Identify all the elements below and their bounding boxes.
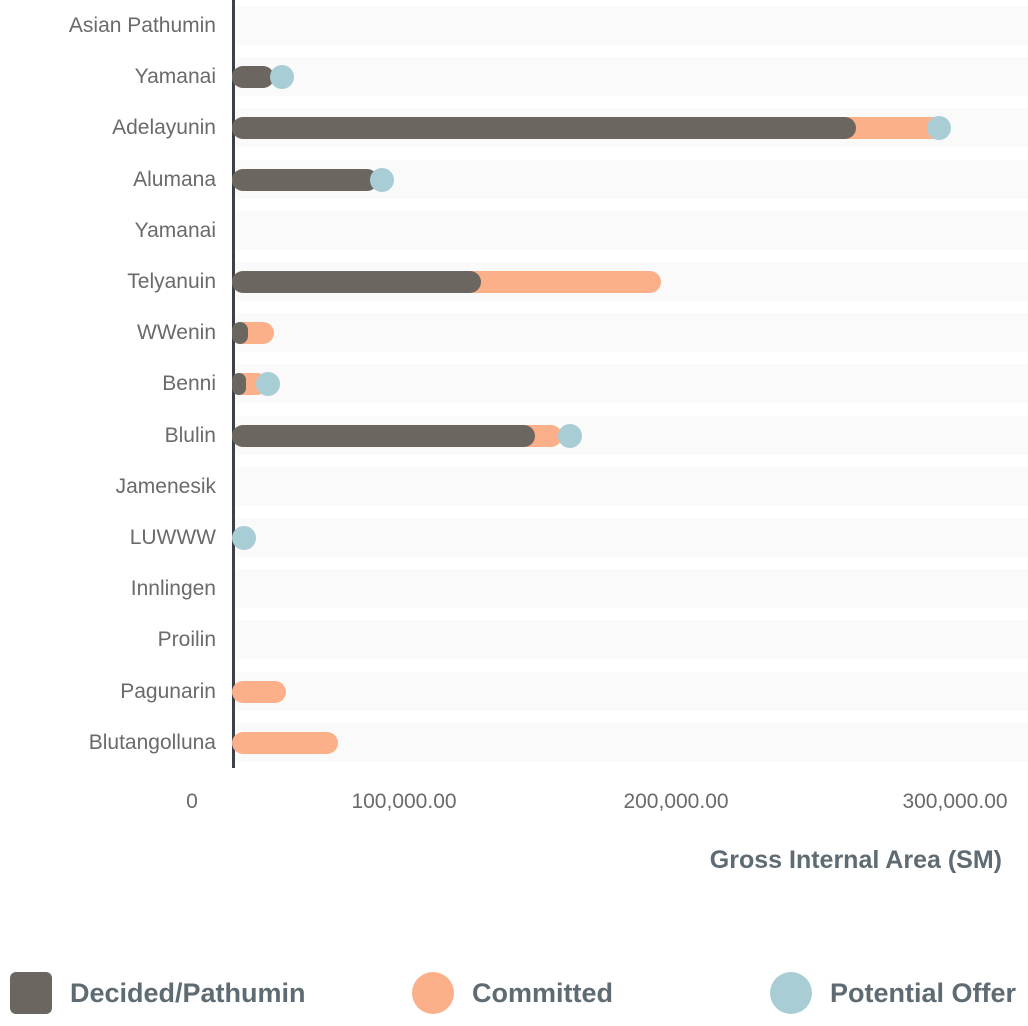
bar-row — [232, 256, 1028, 307]
y-axis-tick-label: LUWWW — [129, 526, 216, 549]
bar-row — [232, 410, 1028, 461]
y-axis-tick-label: WWenin — [137, 321, 216, 345]
row-background — [232, 467, 1028, 506]
bar-row — [232, 51, 1028, 102]
row-background — [232, 723, 1028, 762]
bar-row — [232, 154, 1028, 205]
bar-row — [232, 0, 1028, 51]
x-axis-tick-label: 200,000.00 — [623, 790, 729, 813]
y-axis-tick-label: Telyanuin — [127, 270, 216, 293]
bar-row — [232, 102, 1028, 153]
y-axis-tick-label: Pagunarin — [120, 679, 216, 703]
y-axis-tick-label: Proilin — [157, 628, 216, 652]
plot-area — [232, 0, 1028, 768]
bar-committed — [232, 732, 338, 754]
bar-row — [232, 205, 1028, 256]
bar-actual — [232, 322, 248, 344]
marker-potential-offer — [370, 168, 394, 192]
row-background — [232, 6, 1028, 45]
chart-legend — [0, 960, 1028, 1026]
bar-row — [232, 512, 1028, 563]
bar-row — [232, 307, 1028, 358]
row-background — [232, 313, 1028, 352]
bar-actual — [232, 425, 535, 447]
y-axis-tick-label: Innlingen — [130, 577, 216, 601]
legend-label: Committed — [472, 977, 613, 1008]
legend-item-committed[interactable] — [412, 960, 613, 1026]
bar-actual — [232, 169, 378, 191]
legend-circle-icon — [770, 972, 812, 1014]
row-background — [232, 364, 1028, 403]
y-axis-tick-label: Jamenesik — [115, 474, 216, 498]
marker-potential-offer — [270, 65, 294, 89]
bar-committed — [232, 681, 286, 703]
y-axis-tick-label: Alumana — [133, 167, 216, 191]
bar-actual — [232, 373, 246, 395]
y-axis-tick-label: Yamanai — [134, 218, 216, 242]
bar-row — [232, 461, 1028, 512]
row-background — [232, 569, 1028, 608]
marker-potential-offer — [558, 424, 582, 448]
bar-actual — [232, 66, 274, 88]
y-axis-tick-label: Yamanai — [134, 65, 216, 89]
y-axis-tick-label: Asian Pathumin — [68, 14, 216, 37]
y-axis-labels — [0, 0, 224, 768]
y-axis-tick-label: Adelayunin — [112, 116, 216, 140]
row-background — [232, 57, 1028, 96]
y-axis-tick-label: Blutangolluna — [88, 730, 216, 754]
x-axis — [0, 790, 1028, 850]
x-axis-tick-label: 0 — [186, 790, 198, 813]
legend-item-decided[interactable] — [10, 960, 306, 1026]
bar-row — [232, 717, 1028, 768]
row-background — [232, 518, 1028, 557]
legend-circle-icon — [412, 972, 454, 1014]
legend-square-icon — [10, 972, 52, 1014]
legend-label: Decided/Pathumin — [70, 977, 306, 1008]
bar-row — [232, 614, 1028, 665]
y-axis-tick-label: Blulin — [164, 423, 216, 447]
row-background — [232, 620, 1028, 659]
y-axis-tick-label: Benni — [162, 372, 216, 396]
bar-row — [232, 666, 1028, 717]
row-background — [232, 211, 1028, 250]
x-axis-tick-label: 300,000.00 — [902, 790, 1008, 813]
bar-row — [232, 358, 1028, 409]
marker-potential-offer — [232, 526, 256, 550]
legend-label: Potential Offer — [830, 977, 1017, 1008]
row-background — [232, 672, 1028, 711]
bar-row — [232, 563, 1028, 614]
legend-item-potential-offer[interactable] — [770, 960, 1016, 1026]
x-axis-title: Gross Internal Area (SM) — [709, 846, 1002, 874]
bar-actual — [232, 271, 481, 293]
x-axis-tick-label: 100,000.00 — [351, 790, 457, 813]
bar-actual — [232, 117, 856, 139]
